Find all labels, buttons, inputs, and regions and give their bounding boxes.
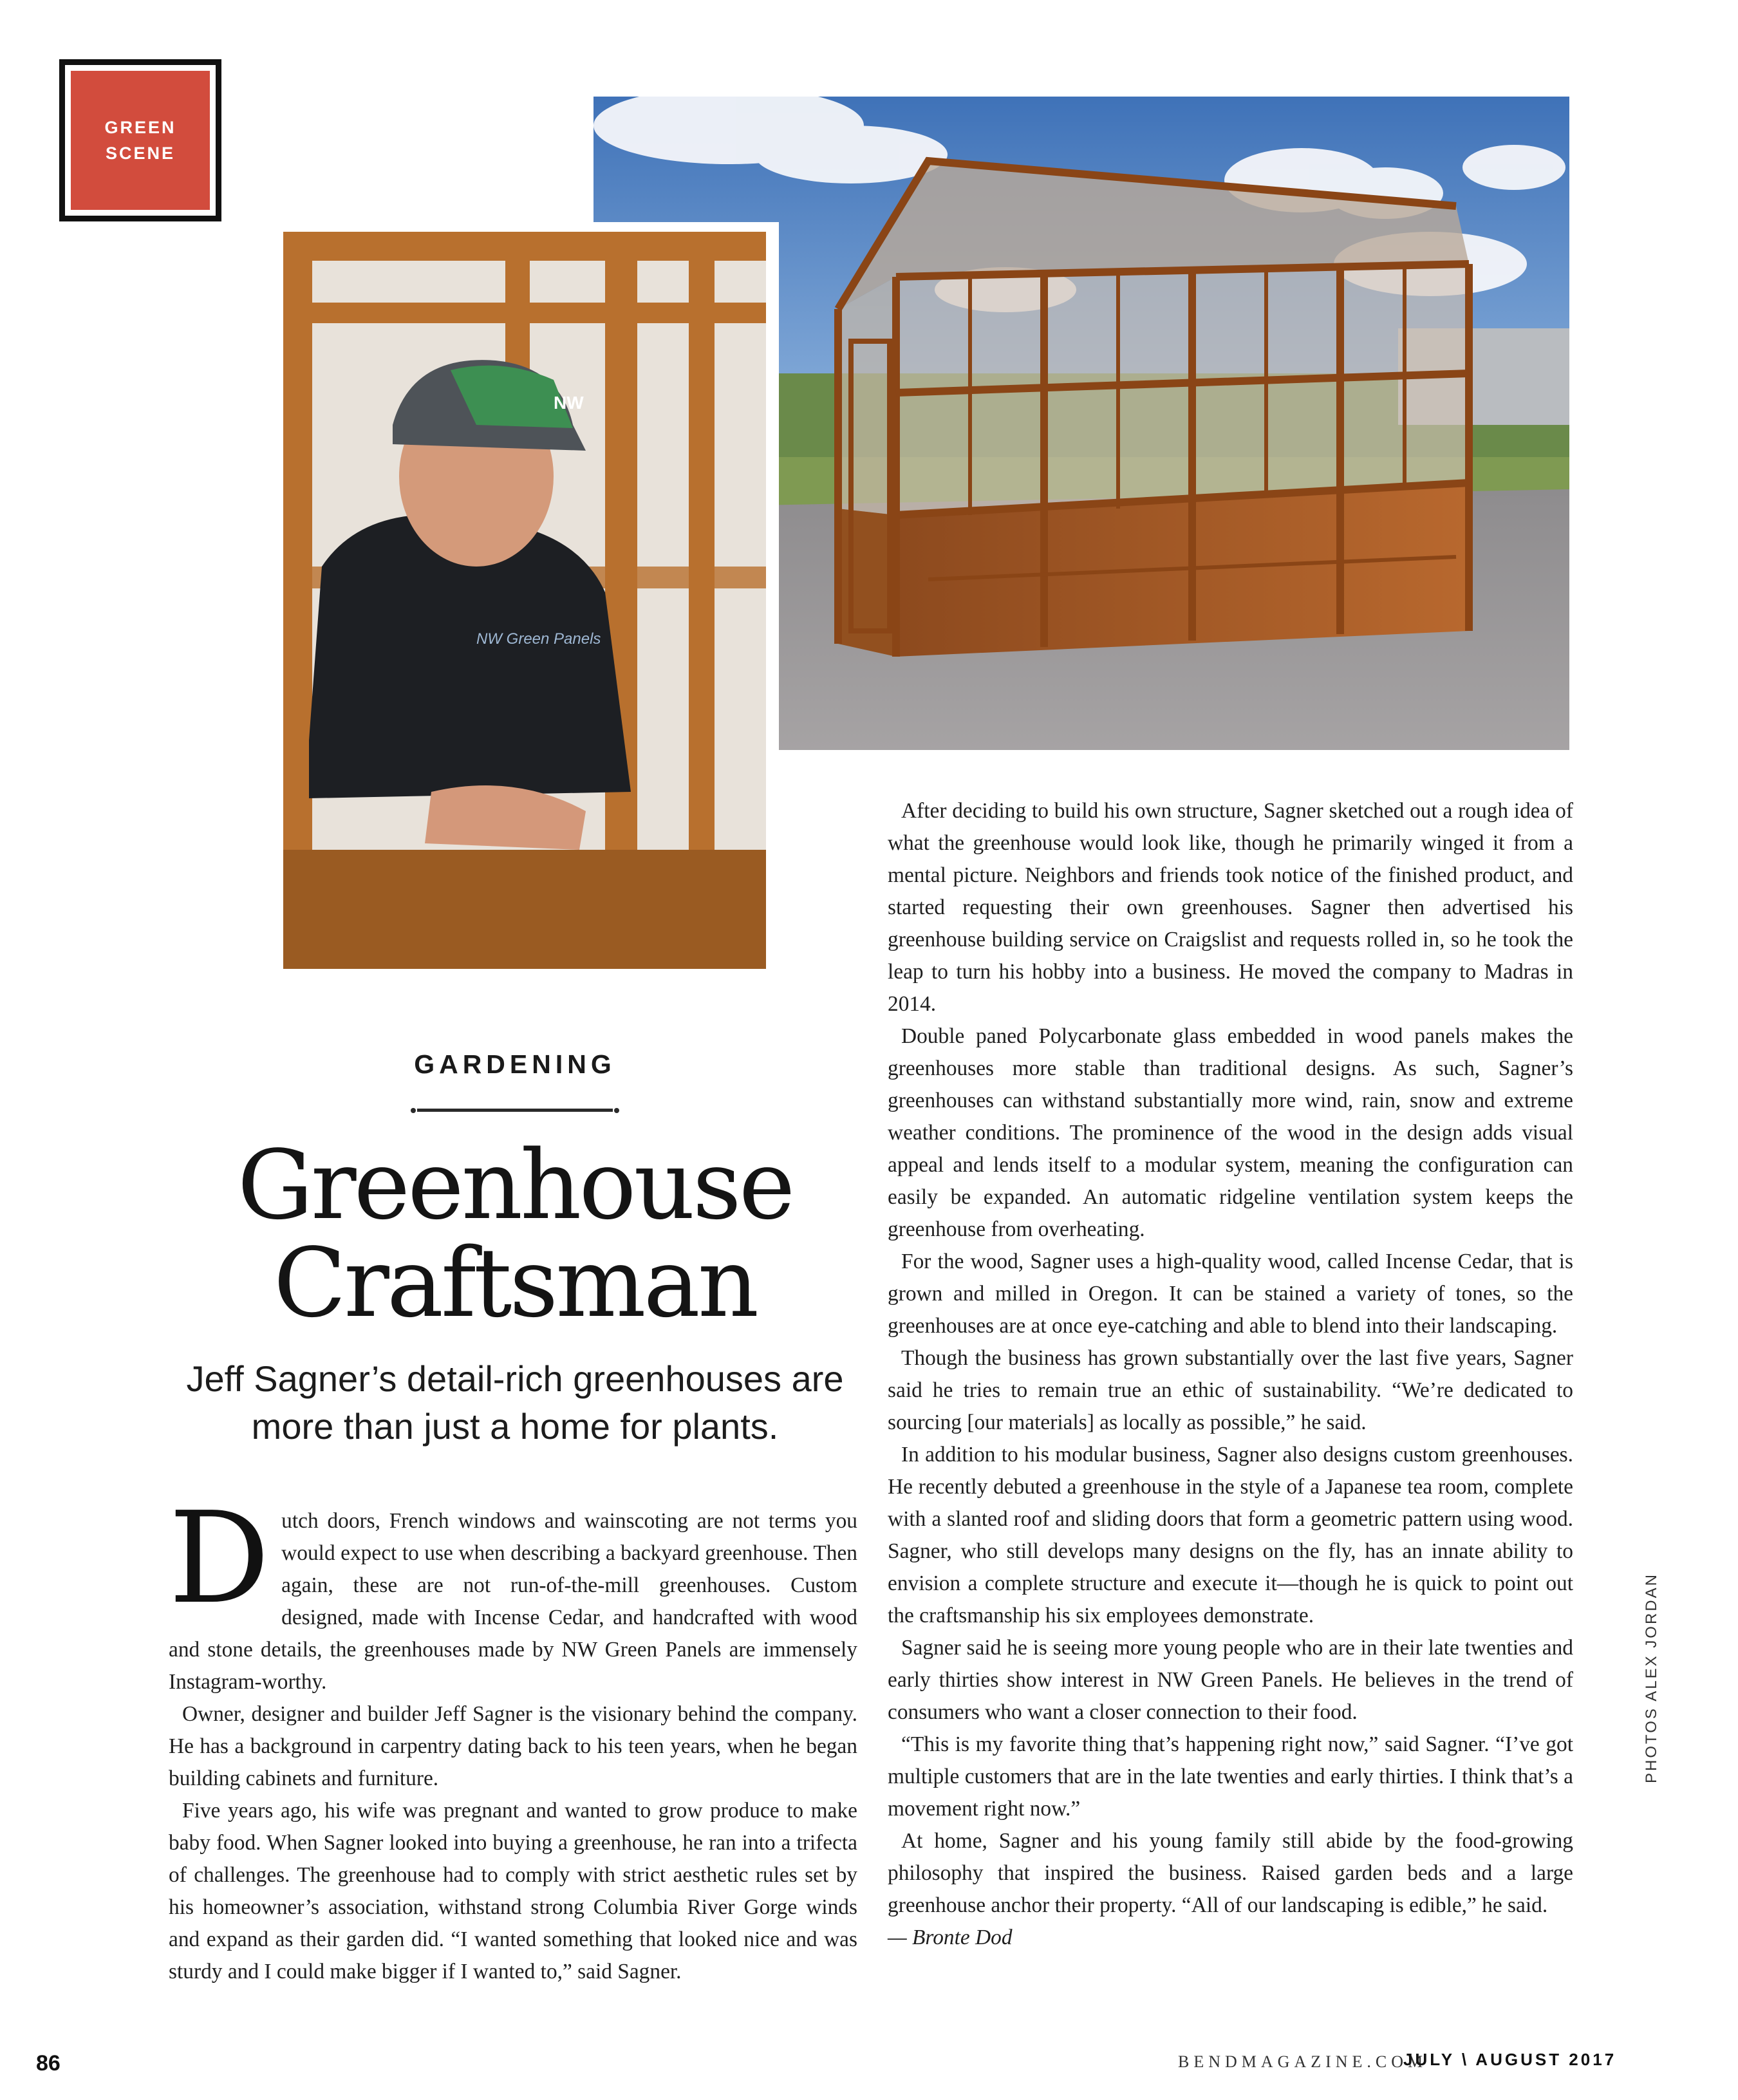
paragraph: Five years ago, his wife was pregnant and wanted to grow produce to make baby food. When Sagner looked into buying a greenhouse, he ran into a trifecta of challenges. The greenhouse had to comply with strict aesthetic rules set by his homeowner’s association, withstand strong Columbia River Gorge winds and expand as their garden did. “I wanted something that looked nice and was sturdy and I could make bigger if I wanted to,” said Sagner. xyxy=(169,1799,857,1983)
kicker-divider xyxy=(417,1109,613,1112)
badge-line-2: SCENE xyxy=(105,144,176,163)
drop-cap: D xyxy=(169,1485,270,1632)
paragraph: “This is my favorite thing that’s happening right now,” said Sagner. “I’ve got multiple customers that are in the late twenties and early thirties. I think that’s a movement right now.” xyxy=(888,1732,1573,1821)
section-kicker: GARDENING xyxy=(414,1049,616,1079)
paragraph: At home, Sagner and his young family still abide by the food-growing philosophy that inspired the business. Raised garden beds and a large greenhouse anchor their property. “All of our landscaping is edible,” he said. xyxy=(888,1829,1573,1917)
paragraph: Double paned Polycarbonate glass embedded in wood panels makes the greenhouses more stable than traditional designs. As such, Sagner’s greenhouses can withstand substantially more wind, rain, snow and extreme weather conditions. The prominence of the wood in the design adds visual appeal and lends itself to a modular system, meaning the configuration can easily be expanded. An automatic ridgeline ventilation system keeps the greenhouse from overheating. xyxy=(888,1024,1573,1241)
paragraph: Sagner said he is seeing more young people who are in their late twenties and early thirties show interest in NW Green Panels. He believes in the trend of consumers who want a closer connection to their food. xyxy=(888,1636,1573,1724)
paragraph: Owner, designer and builder Jeff Sagner is the visionary behind the company. He has a background in carpentry dating back to his teen years, when he began building cabinets and furniture. xyxy=(169,1702,857,1790)
paragraph: Though the business has grown substantially over the last five years, Sagner said he tries to remain true an ethic of sustainability. “We’re dedicated to sourcing [our materials] as locally as possible,” he said. xyxy=(888,1346,1573,1434)
paragraph: For the wood, Sagner uses a high-quality wood, called Incense Cedar, that is grown and milled in Oregon. It can be stained a variety of tones, so the greenhouses are at once eye-catching and able to blend into their landscaping. xyxy=(888,1250,1573,1338)
paragraph: After deciding to build his own structure, Sagner sketched out a rough idea of what the greenhouse would look like, though he primarily winged it from a mental picture. Neighbors and friends took notice of the finished product, and started requesting their own greenhouses. Sagner then advertised his greenhouse building service on Craigslist and requests rolled in, so he took the leap to turn his hobby into a business. He moved the company to Madras in 2014. xyxy=(888,799,1573,1016)
section-badge xyxy=(59,59,221,221)
right-column xyxy=(888,795,1573,1954)
article-title xyxy=(193,1130,837,1338)
title-line-2: Craftsman xyxy=(273,1228,757,1338)
badge-line-1: GREEN xyxy=(104,118,176,137)
page-number: 86 xyxy=(36,2051,61,2076)
shirt-logo: NW Green Panels xyxy=(476,630,601,648)
portrait-photo xyxy=(270,222,779,975)
article-subtitle: Jeff Sagner’s detail-rich greenhouses are more than just a home for plants. xyxy=(186,1358,844,1447)
photo-credit: PHOTOS ALEX JORDAN xyxy=(1643,1573,1660,1783)
paragraph: Dutch doors, French windows and wainscoting are not terms you would expect to use when describing a backyard greenhouse. Then again, these are not run-of-the-mill greenhouses. Custom designed, made with Incense Cedar, and handcrafted with wood and stone details, the greenhouses made by NW Green Panels are immensely Instagram-worthy. xyxy=(169,1485,857,1694)
byline: — Bronte Dod xyxy=(888,1926,1013,1949)
left-column xyxy=(169,1485,857,1988)
footer-site: BENDMAGAZINE.COM xyxy=(1178,2052,1428,2071)
paragraph: In addition to his modular business, Sagner also designs custom greenhouses. He recently debuted a greenhouse in the style of a Japanese tea room, complete with a slanted roof and sliding doors that form a geometric pattern using wood. Sagner, who still develops many designs on the fly, has an innate ability to envision a complete structure and execute it—though he is quick to point out the craftsmanship his six employees demonstrate. xyxy=(888,1443,1573,1627)
footer-issue: JULY \ AUGUST 2017 xyxy=(1403,2050,1617,2069)
hat-logo: NW xyxy=(554,393,584,413)
title-line-1: Greenhouse xyxy=(237,1130,793,1241)
